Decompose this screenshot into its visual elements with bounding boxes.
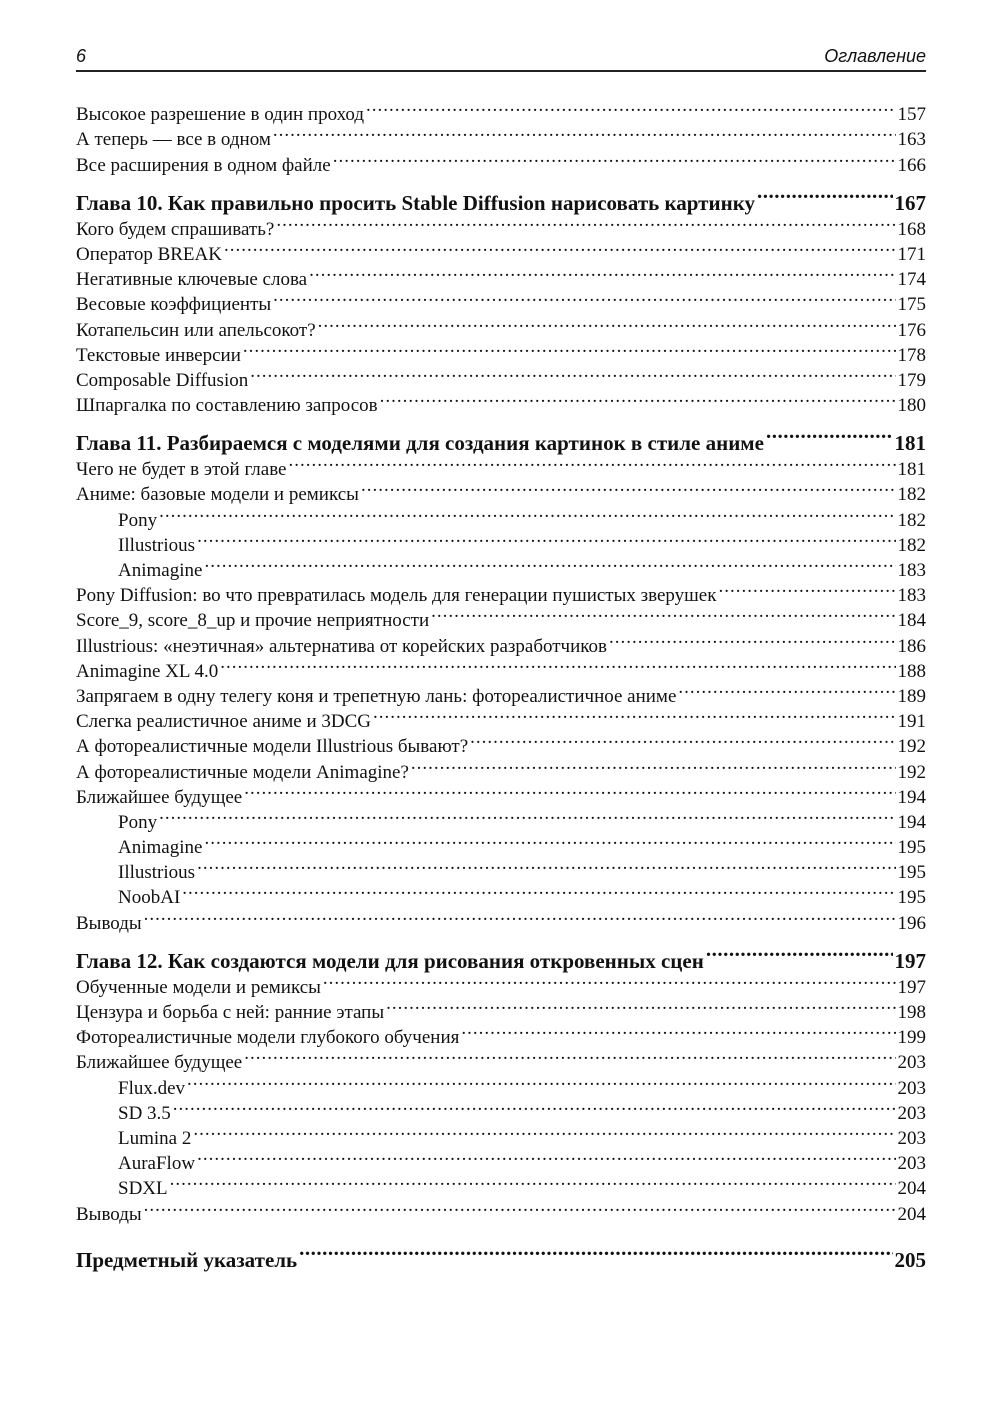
- toc-page-number: 199: [897, 1027, 926, 1049]
- dot-leader: [244, 778, 895, 803]
- dot-leader: [766, 417, 893, 450]
- toc-label: Illustrious: [118, 862, 196, 884]
- toc-subentry[interactable]: [76, 1144, 926, 1175]
- toc-chapter[interactable]: [76, 417, 926, 456]
- toc-label: Score_9, score_8_up и прочие неприятности: [76, 610, 430, 632]
- toc-label: А фотореалистичные модели Animagine?: [76, 761, 409, 783]
- toc-label: Ближайшее будущее: [76, 786, 243, 808]
- toc-label: Глава 11. Разбираемся с моделями для создания картинок в стиле аниме: [76, 431, 764, 456]
- toc-label: Pony: [118, 509, 158, 531]
- toc-label: А фотореалистичные модели Illustrious бывают?: [76, 736, 469, 758]
- toc-page-number: 182: [897, 534, 926, 556]
- toc-label: Animagine: [118, 837, 203, 859]
- toc-label: Весовые коэффициенты: [76, 294, 272, 316]
- toc-subentry[interactable]: [76, 526, 926, 556]
- toc-page-number: 198: [897, 1002, 926, 1023]
- toc-page-number: 197: [897, 976, 926, 998]
- toc-page-number: 195: [897, 837, 926, 859]
- dot-leader: [197, 1144, 895, 1169]
- toc-entry[interactable]: [76, 576, 926, 607]
- toc-subentry[interactable]: [76, 878, 926, 909]
- dot-leader: [159, 803, 895, 828]
- toc-label: Illustrious: [118, 534, 196, 556]
- toc-page-number: 182: [897, 484, 926, 506]
- dot-leader: [182, 878, 895, 903]
- toc-chapter[interactable]: [76, 935, 926, 973]
- toc-page-number: 186: [897, 635, 926, 657]
- toc-page-number: 183: [897, 560, 926, 581]
- toc-subentry[interactable]: [76, 1094, 926, 1124]
- dot-leader: [380, 386, 896, 411]
- toc-page-number: 188: [897, 660, 926, 682]
- dot-leader: [197, 526, 895, 551]
- toc-page-number: 203: [897, 1127, 926, 1149]
- toc-label: Чего не будет в этой главе: [76, 459, 287, 481]
- dot-leader: [144, 903, 896, 928]
- table-of-contents: [76, 95, 926, 1272]
- dot-leader: [276, 210, 895, 235]
- toc-subentry[interactable]: [76, 1169, 926, 1200]
- toc-subentry[interactable]: [76, 551, 926, 581]
- dot-leader: [678, 677, 895, 702]
- toc-subentry[interactable]: [76, 500, 926, 531]
- toc-page-number: 175: [897, 294, 926, 316]
- dot-leader: [609, 626, 895, 651]
- dot-leader: [333, 145, 896, 170]
- dot-leader: [299, 1234, 892, 1267]
- dot-leader: [431, 601, 895, 626]
- toc-chapter[interactable]: [76, 177, 926, 215]
- toc-subentry[interactable]: [76, 803, 926, 833]
- toc-page-number: 204: [897, 1178, 926, 1200]
- toc-label: Pony: [118, 811, 158, 833]
- toc-label: Flux.dev: [118, 1077, 186, 1099]
- toc-page-number: 194: [897, 811, 926, 833]
- toc-label: Негативные ключевые слова: [76, 269, 308, 291]
- toc-label: Фотореалистичные модели глубокого обучения: [76, 1027, 460, 1049]
- dot-leader: [309, 260, 895, 285]
- dot-leader: [273, 120, 896, 145]
- toc-page-number: 194: [897, 786, 926, 808]
- dot-leader: [193, 1119, 895, 1144]
- toc-entry[interactable]: [76, 903, 926, 934]
- toc-label: Слегка реалистичное аниме и 3DCG: [76, 711, 371, 733]
- toc-page-number: 189: [897, 685, 926, 707]
- dot-leader: [250, 361, 895, 386]
- toc-label: Высокое разрешение в один проход: [76, 104, 365, 126]
- toc-label: Pony Diffusion: во что превратилась модель для генерации пушистых зверушек: [76, 585, 717, 607]
- dot-leader: [204, 551, 895, 576]
- toc-label: Выводы: [76, 912, 142, 934]
- toc-subentry[interactable]: [76, 828, 926, 859]
- section-title: Оглавление: [824, 46, 926, 66]
- dot-leader: [706, 935, 893, 968]
- dot-leader: [288, 450, 895, 475]
- toc-label: Цензура и борьба с ней: ранние этапы: [76, 1002, 385, 1023]
- toc-page-number: 181: [897, 459, 926, 481]
- toc-page-number: 205: [894, 1247, 926, 1272]
- toc-page-number: 191: [897, 711, 926, 733]
- toc-label: Animagine XL 4.0: [76, 660, 219, 682]
- dot-leader: [144, 1194, 896, 1219]
- dot-leader: [323, 968, 896, 993]
- toc-page-number: 184: [897, 610, 926, 632]
- toc-label: Illustrious: «неэтичная» альтернатива от корейских разработчиков: [76, 635, 608, 657]
- dot-leader: [373, 702, 896, 727]
- dot-leader: [411, 752, 896, 777]
- toc-page-number: 163: [897, 129, 926, 151]
- toc-page-number: 192: [897, 736, 926, 758]
- toc-page-number: 167: [894, 190, 926, 215]
- toc-page-number: 181: [894, 431, 926, 456]
- toc-page-number: 204: [897, 1203, 926, 1225]
- toc-subentry[interactable]: [76, 853, 926, 884]
- toc-label: Animagine: [118, 560, 203, 581]
- dot-leader: [204, 828, 895, 853]
- running-header: [76, 46, 926, 72]
- page-number: 6: [76, 46, 87, 66]
- toc-index[interactable]: [76, 1234, 926, 1272]
- toc-page-number: 195: [897, 862, 926, 884]
- toc-page-number: 178: [897, 344, 926, 366]
- toc-page-number: 166: [897, 154, 926, 176]
- toc-page-number: 203: [897, 1052, 926, 1074]
- dot-leader: [757, 177, 893, 210]
- dot-leader: [224, 235, 896, 260]
- toc-page-number: 195: [897, 887, 926, 909]
- toc-label: Ближайшее будущее: [76, 1052, 243, 1074]
- toc-label: Обученные модели и ремиксы: [76, 976, 321, 998]
- toc-label: Котапельсин или апельсокот?: [76, 319, 316, 341]
- toc-page-number: 203: [897, 1102, 926, 1124]
- toc-page-number: 179: [897, 369, 926, 391]
- dot-leader: [461, 1018, 895, 1043]
- toc-subentry[interactable]: [76, 1119, 926, 1149]
- toc-label: Оператор BREAK: [76, 243, 222, 265]
- toc-page-number: 176: [897, 319, 926, 341]
- dot-leader: [361, 475, 896, 500]
- toc-page-number: 196: [897, 912, 926, 934]
- toc-label: Предметный указатель: [76, 1247, 298, 1272]
- toc-label: NoobAI: [118, 887, 181, 909]
- toc-label: А теперь — все в одном: [76, 129, 271, 151]
- toc-page-number: 182: [897, 509, 926, 531]
- dot-leader: [187, 1068, 895, 1093]
- toc-label: Composable Diffusion: [76, 369, 249, 391]
- toc-page-number: 168: [897, 218, 926, 240]
- toc-label: Все расширения в одном файле: [76, 154, 331, 176]
- toc-label: SD 3.5: [118, 1102, 171, 1124]
- toc-page-number: 183: [897, 585, 926, 607]
- toc-page-number: 192: [897, 761, 926, 783]
- toc-page-number: 197: [894, 948, 926, 973]
- toc-label: Глава 12. Как создаются модели для рисования откровенных сцен: [76, 948, 704, 973]
- dot-leader: [243, 336, 896, 361]
- toc-page-number: 157: [897, 104, 926, 126]
- toc-label: Аниме: базовые модели и ремиксы: [76, 484, 359, 506]
- toc-page-number: 171: [897, 243, 926, 265]
- toc-subentry[interactable]: [76, 1068, 926, 1099]
- dot-leader: [173, 1094, 896, 1119]
- dot-leader: [366, 95, 895, 120]
- toc-label: Глава 10. Как правильно просить Stable Diffusion нарисовать картинку: [76, 190, 755, 215]
- toc-page-number: 203: [897, 1153, 926, 1175]
- toc-label: Кого будем спрашивать?: [76, 218, 275, 240]
- dot-leader: [470, 727, 895, 752]
- toc-label: Шпаргалка по составлению запросов: [76, 395, 378, 417]
- dot-leader: [170, 1169, 896, 1194]
- toc-entry[interactable]: [76, 95, 926, 126]
- dot-leader: [220, 652, 895, 677]
- toc-page-number: 180: [897, 395, 926, 417]
- dot-leader: [159, 500, 895, 525]
- toc-label: Текстовые инверсии: [76, 344, 241, 366]
- dot-leader: [273, 285, 895, 310]
- dot-leader: [386, 993, 895, 1018]
- toc-label: Lumina 2: [118, 1127, 192, 1149]
- toc-entry[interactable]: [76, 1194, 926, 1225]
- toc-label: SDXL: [118, 1178, 168, 1200]
- toc-page-number: 203: [897, 1077, 926, 1099]
- toc-page-number: 174: [897, 269, 926, 291]
- dot-leader: [197, 853, 895, 878]
- dot-leader: [318, 310, 896, 335]
- toc-label: Выводы: [76, 1203, 142, 1225]
- dot-leader: [244, 1043, 895, 1068]
- dot-leader: [718, 576, 895, 601]
- toc-label: AuraFlow: [118, 1153, 196, 1175]
- toc-label: Запрягаем в одну телегу коня и трепетную лань: фотореалистичное аниме: [76, 685, 677, 707]
